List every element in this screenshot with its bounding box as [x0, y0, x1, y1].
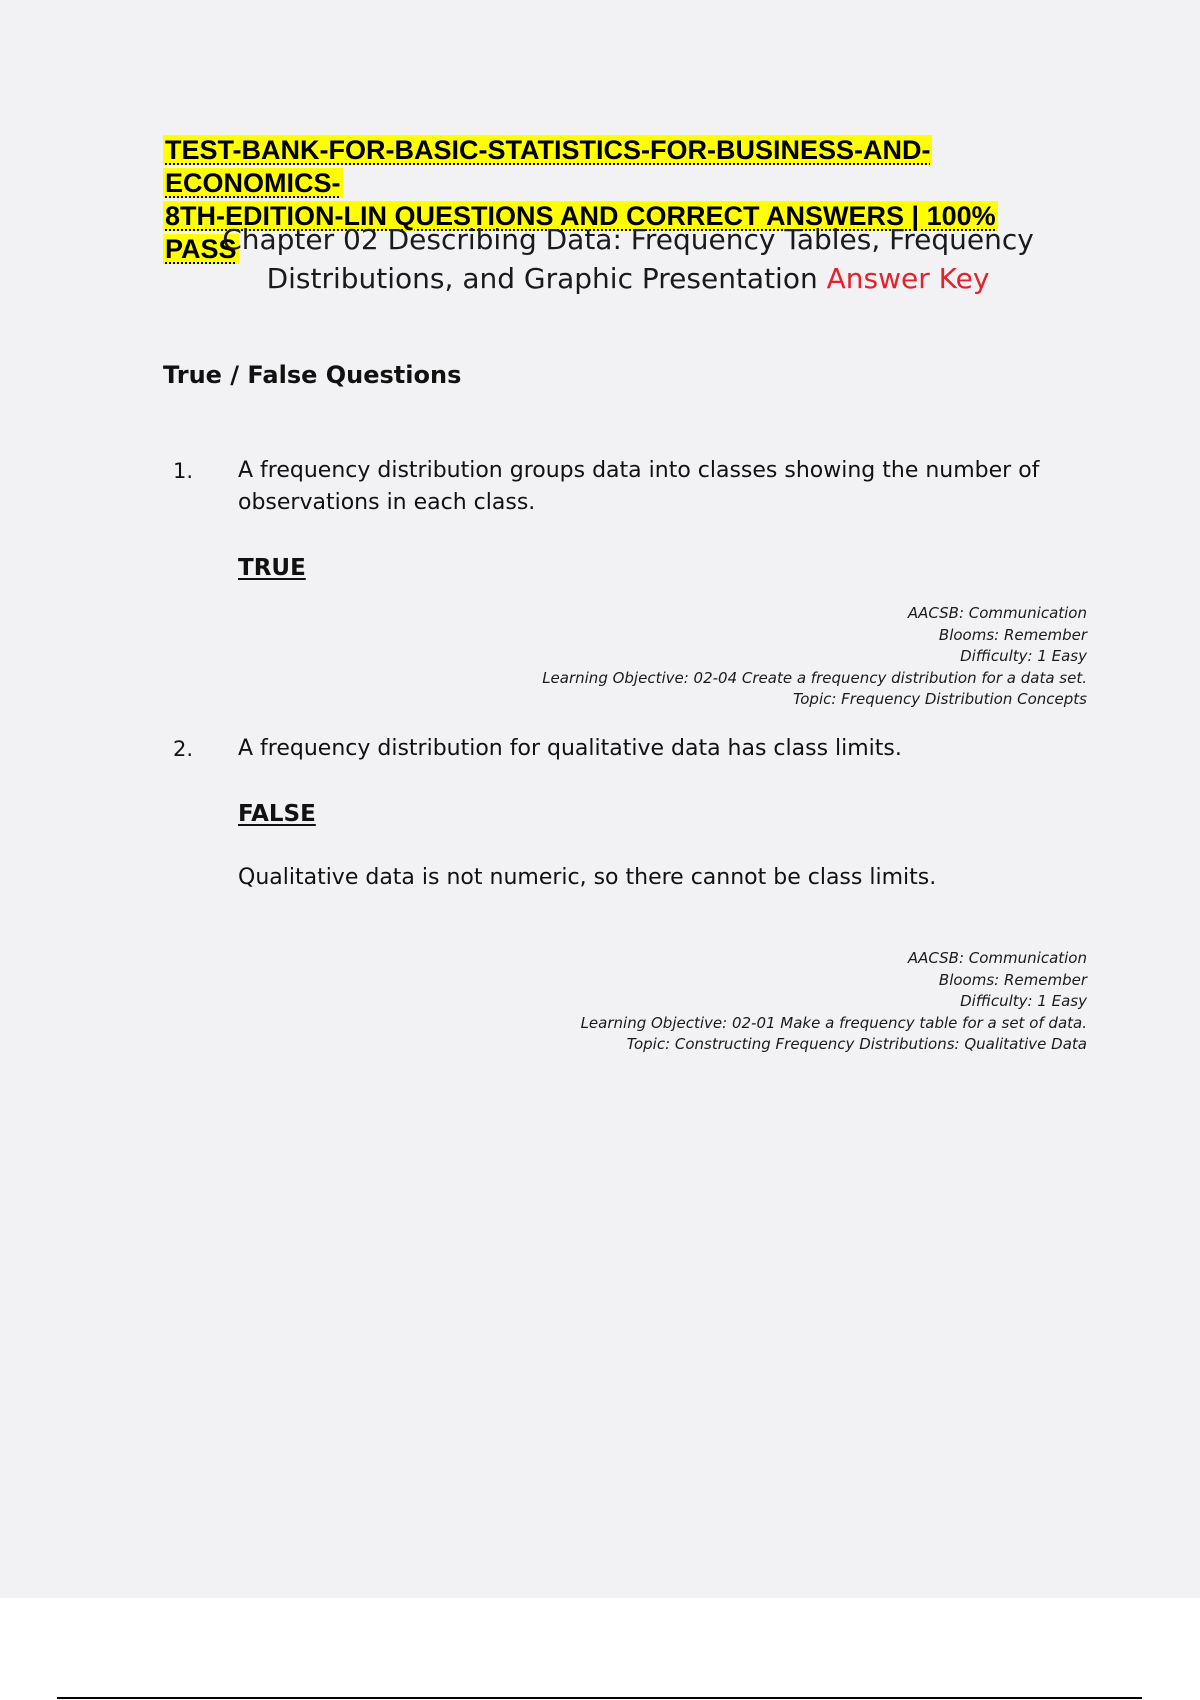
banner-line-1: TEST-BANK-FOR-BASIC-STATISTICS-FOR-BUSINESS-AND-ECONOMICS- [165, 135, 931, 198]
question-2-aacsb: AACSB: Communication [907, 949, 1087, 967]
question-1-text: A frequency distribution groups data into classes showing the number of observations in each class. [238, 458, 1040, 515]
footer-divider [57, 1697, 1142, 1699]
answer-key-label: Answer Key [826, 262, 990, 295]
question-2-topic: Topic: Constructing Frequency Distributions: Qualitative Data [626, 1035, 1087, 1053]
section-heading: True / False Questions [163, 361, 462, 389]
question-2-metadata [387, 948, 1087, 1056]
question-1-difficulty: Difficulty: 1 Easy [960, 647, 1087, 665]
chapter-heading [163, 220, 1093, 298]
question-1-aacsb: AACSB: Communication [907, 604, 1087, 622]
question-1-answer: TRUE [238, 555, 306, 581]
question-1-learning-objective: Learning Objective: 02-04 Create a frequency distribution for a data set. [542, 668, 1087, 687]
question-2-explanation: Qualitative data is not numeric, so there cannot be class limits. [238, 865, 937, 890]
chapter-heading-line-2: Distributions, and Graphic Presentation [266, 262, 818, 295]
banner-line-2: 8TH-EDITION-LIN QUESTIONS AND CORRECT ANSWERS | 100% PASS [165, 201, 996, 264]
question-2-difficulty: Difficulty: 1 Easy [960, 992, 1087, 1010]
chapter-heading-line-1: Chapter 02 Describing Data: Frequency Tables, Frequency [222, 223, 1034, 256]
question-1-metadata [387, 603, 1087, 711]
question-2-text: A frequency distribution for qualitative data has class limits. [238, 736, 902, 761]
question-2-learning-objective: Learning Objective: 02-01 Make a frequency table for a set of data. [580, 1013, 1087, 1032]
question-2-blooms: Blooms: Remember [938, 970, 1087, 989]
question-1-blooms: Blooms: Remember [938, 625, 1087, 644]
question-2-answer: FALSE [238, 801, 316, 827]
question-2-number: 2. [173, 737, 194, 761]
question-1-number: 1. [173, 459, 194, 483]
question-1-topic: Topic: Frequency Distribution Concepts [792, 690, 1087, 708]
